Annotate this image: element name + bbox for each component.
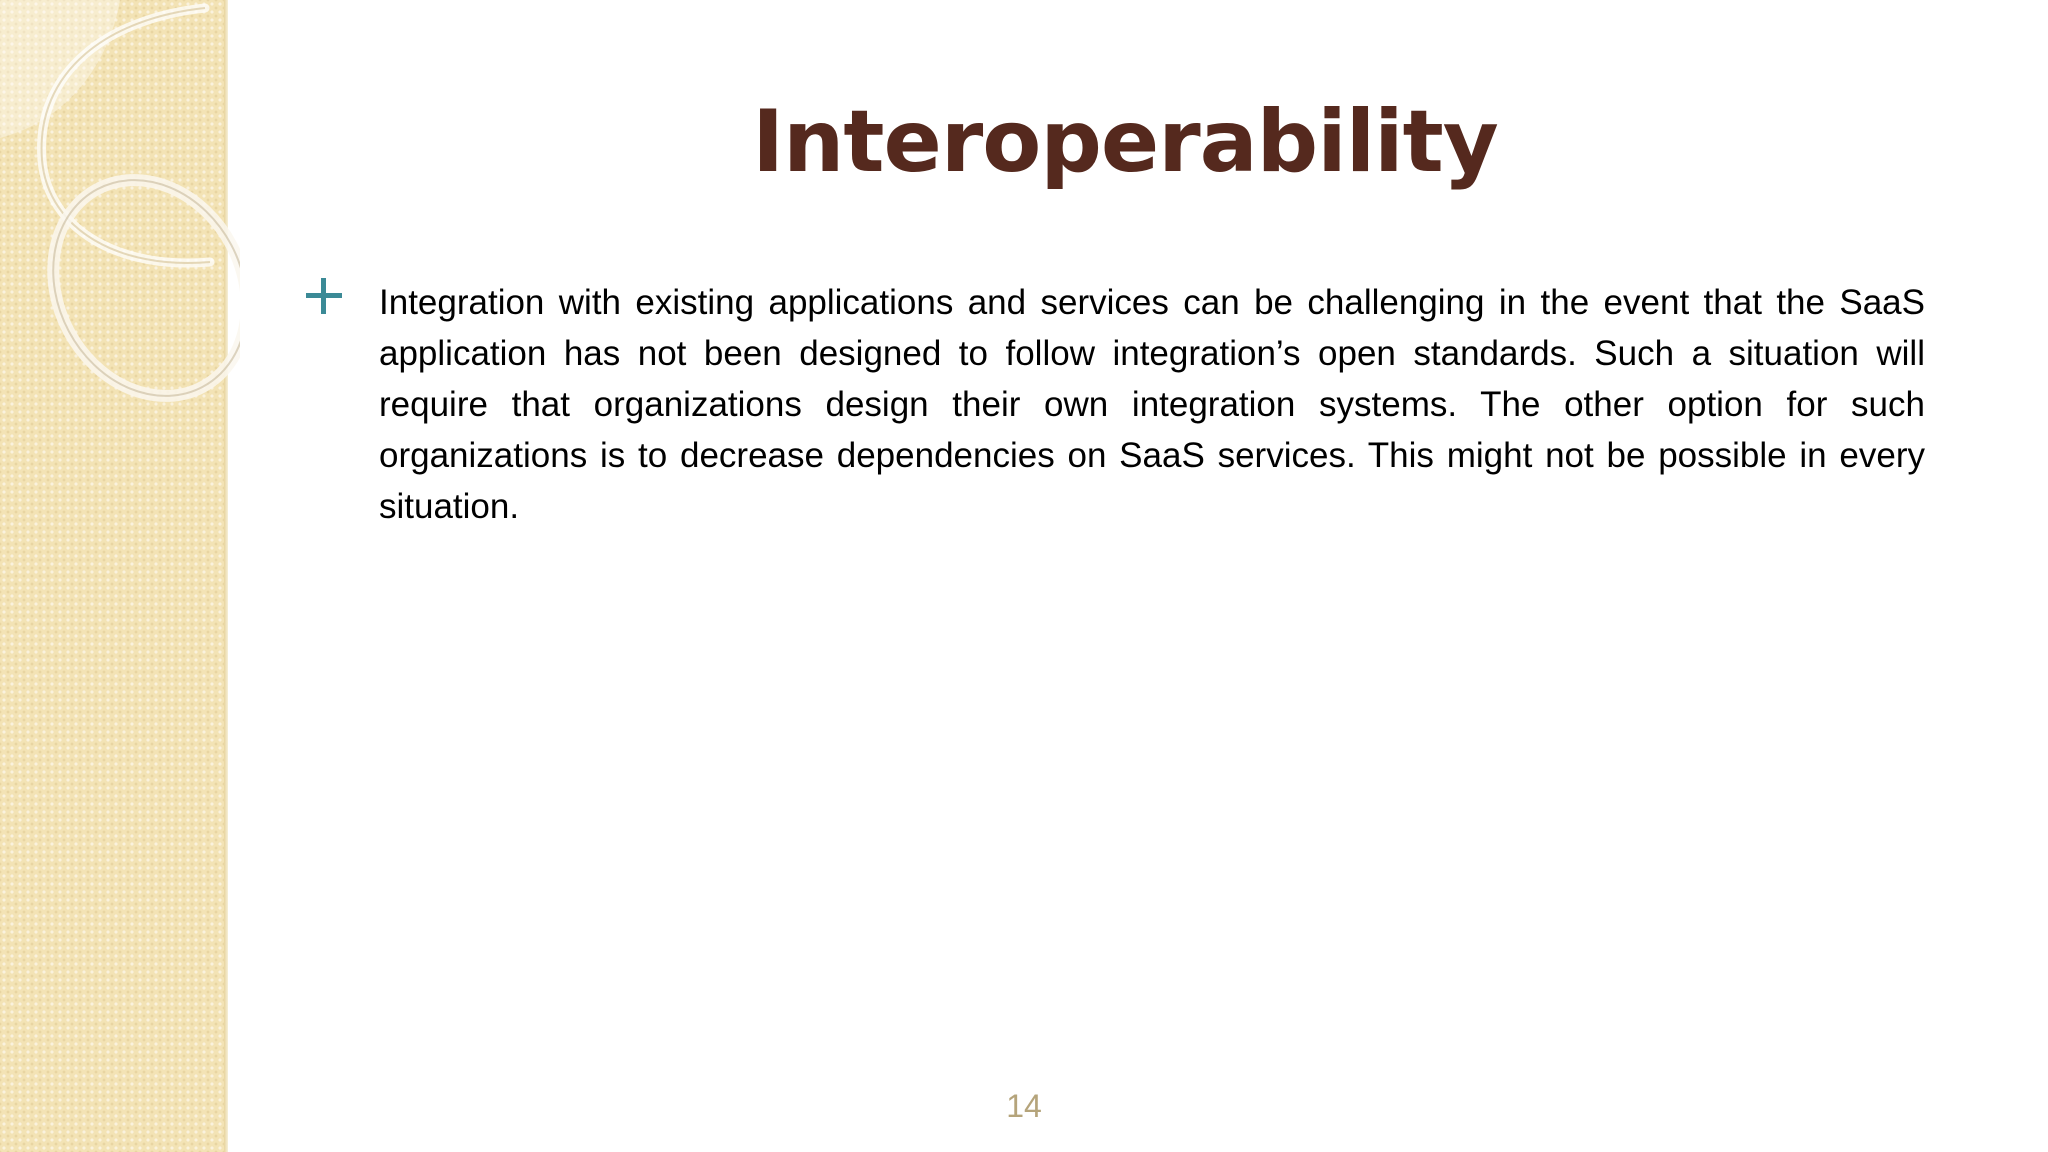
decorative-swirl-graphic: [0, 0, 240, 420]
slide-title: Interoperability: [752, 92, 1498, 192]
plus-icon: [300, 272, 348, 320]
page-number: 14: [1006, 1088, 1042, 1124]
bullet-text: Integration with existing applications and services can be challenging in the event that the SaaS application has not been designed to follow integration’s open standards. Such a situation will require that organizations design their own integration systems. The other option for such organizations is to decrease dependencies on SaaS services. This might not be possible in every situation.: [379, 283, 1925, 526]
